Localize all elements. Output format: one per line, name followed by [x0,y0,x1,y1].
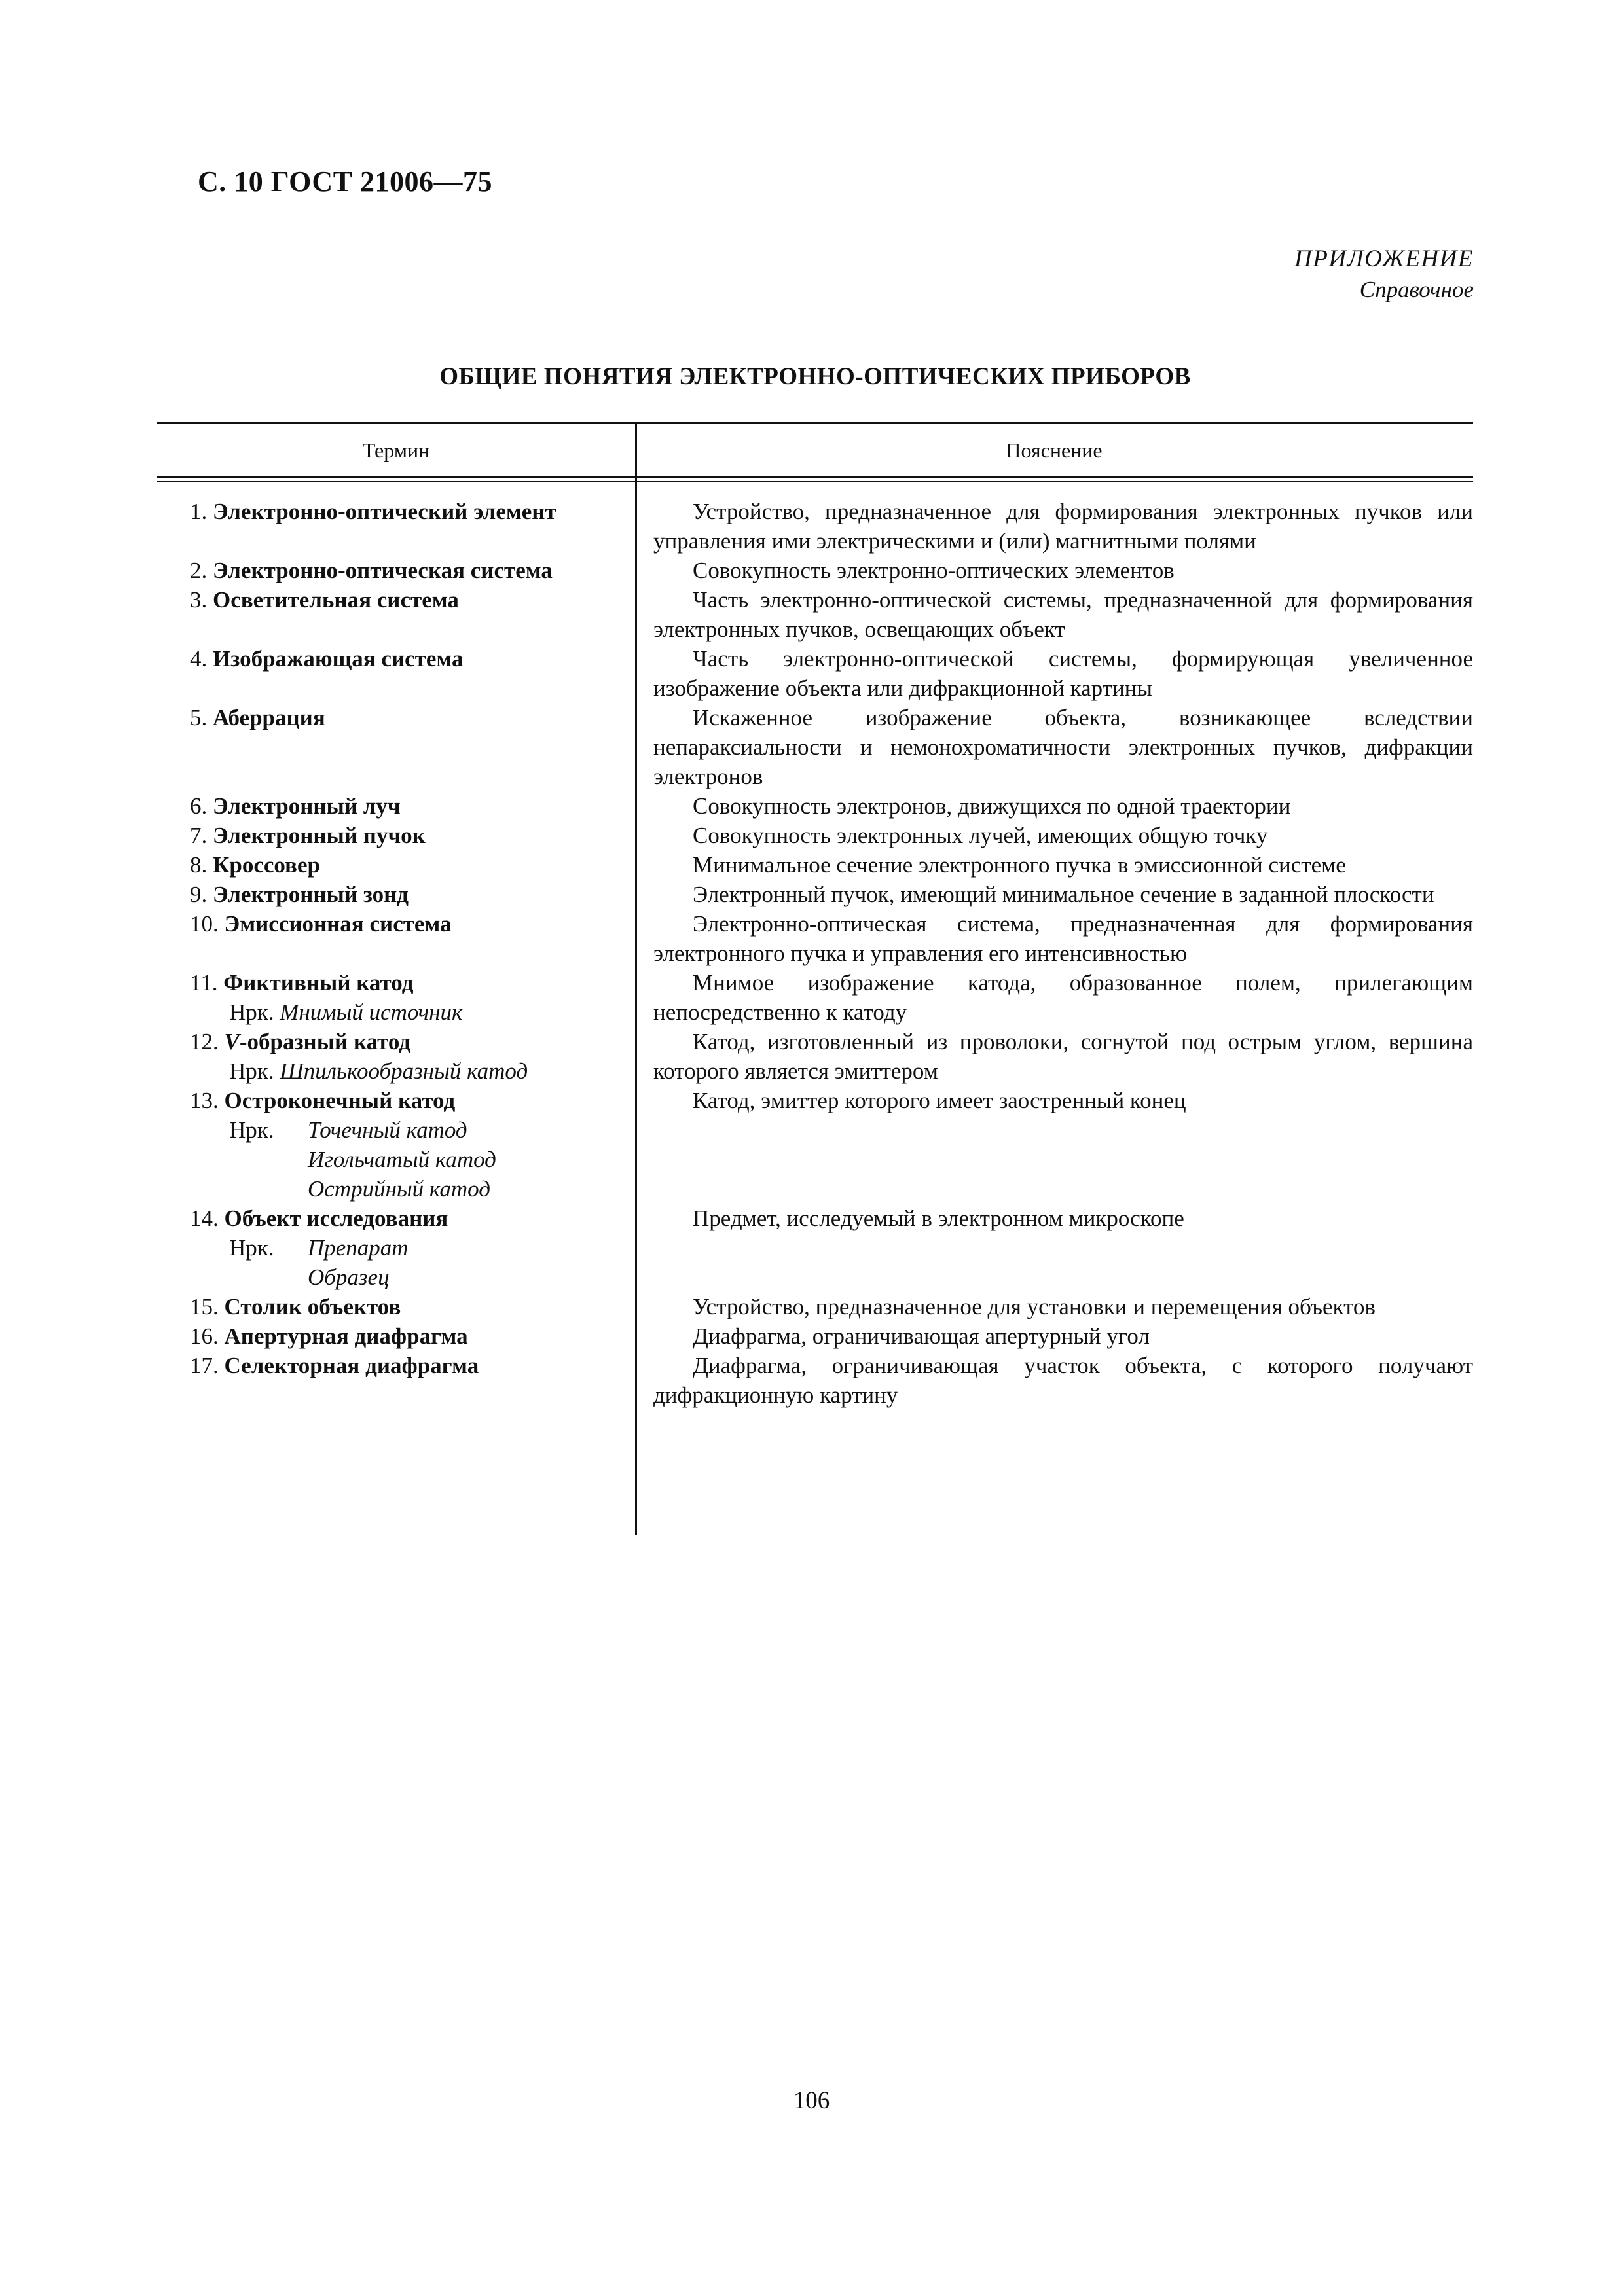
table-row [157,703,1473,791]
nrk-label: Нрк. [229,1235,274,1261]
term-number: 16. [190,1323,219,1349]
term-cell [157,1204,635,1292]
explanation-cell: Устройство, предназначенное для установки и перемещения объектов [693,1294,1376,1319]
synonyms [190,997,635,1027]
table-row [157,791,1473,821]
term-name: Осветительная система [213,587,459,613]
term-cell [157,1351,635,1380]
table-row [157,850,1473,880]
explanation-cell: Диафрагма, ограничивающая участок объекта, с которого получают дифракционную картину [653,1353,1473,1408]
appendix-title: ПРИЛОЖЕНИЕ [1294,245,1474,272]
table-header-rule [157,476,1473,482]
explanation-cell: Устройство, предназначенное для формирования электронных пучков или управления ими электрическими и (или) магнитными полями [653,499,1473,554]
term-name: Эмиссионная система [224,911,452,937]
term-number: 2. [190,558,208,583]
term-number: 5. [190,705,208,730]
term-name: Электронный пучок [213,823,426,848]
explanation-cell: Электронно-оптическая система, предназначенная для формирования электронного пучка и управления его интенсивностью [653,911,1473,966]
explanation-cell: Мнимое изображение катода, образованное полем, прилегающим непосредственно к катоду [653,970,1473,1025]
term-name: Селекторная диафрагма [224,1353,479,1378]
explanation-cell: Минимальное сечение электронного пучка в эмиссионной системе [693,852,1346,878]
term-cell [157,791,635,821]
term-name [225,1029,411,1054]
table-row [157,821,1473,850]
term-cell [157,968,635,1027]
synonym: Препарат [308,1235,409,1261]
explanation-cell: Электронный пучок, имеющий минимальное сечение в заданной плоскости [693,882,1434,907]
explanation-cell: Искаженное изображение объекта, возникающее вследствии непараксиальности и немонохроматичности электронных пучков, дифракции электронов [653,705,1473,789]
term-number: 6. [190,793,208,819]
term-cell [157,850,635,880]
term-cell [157,644,635,673]
table-row [157,1204,1473,1292]
term-cell [157,909,635,939]
term-name: Электронный зонд [213,882,409,907]
table-body [157,482,1473,1410]
term-cell [157,703,635,732]
term-cell [157,1086,635,1204]
explanation-cell: Диафрагма, ограничивающая апертурный угол [693,1323,1150,1349]
table-row [157,1027,1473,1086]
term-number: 4. [190,646,208,672]
table-row [157,880,1473,909]
synonym: Острийный катод [308,1176,490,1202]
nrk-label: Нрк. [229,1117,274,1143]
document-title: ОБЩИЕ ПОНЯТИЯ ЭЛЕКТРОННО-ОПТИЧЕСКИХ ПРИБОРОВ [439,363,1191,390]
nrk-label: Нрк. [229,1058,274,1084]
table-row [157,556,1473,585]
term-name: Аберрация [213,705,325,730]
term-name: Электронно-оптическая система [213,558,553,583]
term-number: 1. [190,499,208,524]
term-cell [157,880,635,909]
explanation-cell: Совокупность электронов, движущихся по одной траектории [693,793,1291,819]
page-number: 106 [793,2087,830,2114]
term-name: Остроконечный катод [224,1088,456,1113]
term-name: Кроссовер [213,852,320,878]
explanation-cell: Часть электронно-оптической системы, предназначенной для формирования электронных пучков, освещающих объект [653,587,1473,642]
term-name: Электронно-оптический элемент [213,499,556,524]
term-cell [157,1321,635,1351]
synonym: Точечный катод [308,1117,467,1143]
explanation-cell: Предмет, исследуемый в электронном микроскопе [693,1206,1184,1231]
explanation-cell: Катод, изготовленный из проволоки, согнутой под острым углом, вершина которого является эмиттером [653,1029,1473,1084]
term-name: Изображающая система [213,646,464,672]
synonym: Мнимый источник [280,999,463,1025]
table-row [157,968,1473,1027]
nrk-label: Нрк. [229,999,274,1025]
term-name: Объект исследования [224,1206,448,1231]
column-header-term: Термин [362,438,430,462]
explanation-cell: Совокупность электронно-оптических элементов [693,558,1175,583]
term-cell [157,585,635,615]
table-row [157,497,1473,556]
term-name: Апертурная диафрагма [224,1323,468,1349]
term-name: Столик объектов [224,1294,401,1319]
appendix-subtitle: Справочное [1359,277,1474,302]
table-row [157,1292,1473,1321]
term-number: 12. [190,1029,219,1054]
table-row [157,909,1473,968]
term-number: 7. [190,823,208,848]
explanation-cell: Совокупность электронных лучей, имеющих общую точку [693,823,1268,848]
terms-table [157,422,1473,1410]
term-cell [157,556,635,585]
synonym: Игольчатый катод [308,1147,496,1172]
term-cell [157,821,635,850]
term-name-italic-part: V [224,1029,240,1054]
term-name: Фиктивный катод [223,970,414,996]
table-row [157,644,1473,703]
term-number: 15. [190,1294,219,1319]
term-number: 10. [190,911,219,937]
column-divider [635,422,637,1535]
term-name: Электронный луч [213,793,401,819]
column-header-explanation: Пояснение [1006,438,1103,462]
term-cell [157,1292,635,1321]
synonyms [190,1056,635,1086]
term-number: 9. [190,882,208,907]
table-row [157,1351,1473,1410]
term-number: 11. [190,970,218,996]
term-name-rest: -образный катод [239,1029,411,1054]
table-row [157,1321,1473,1351]
synonyms [190,1115,635,1204]
explanation-cell: Катод, эмиттер которого имеет заостренный конец [693,1088,1186,1113]
term-cell [157,1027,635,1086]
term-number: 3. [190,587,208,613]
term-cell [157,497,635,526]
table-row [157,1086,1473,1204]
table-row [157,585,1473,644]
term-number: 8. [190,852,208,878]
table-header [157,424,1473,476]
explanation-cell: Часть электронно-оптической системы, формирующая увеличенное изображение объекта или дифракционной картины [653,646,1473,701]
synonym: Шпилькообразный катод [280,1058,528,1084]
term-number: 14. [190,1206,219,1231]
appendix-label [1294,243,1474,305]
term-number: 17. [190,1353,219,1378]
synonyms [190,1233,635,1292]
synonym: Образец [308,1265,390,1290]
term-number: 13. [190,1088,219,1113]
page-header: С. 10 ГОСТ 21006—75 [198,166,493,198]
